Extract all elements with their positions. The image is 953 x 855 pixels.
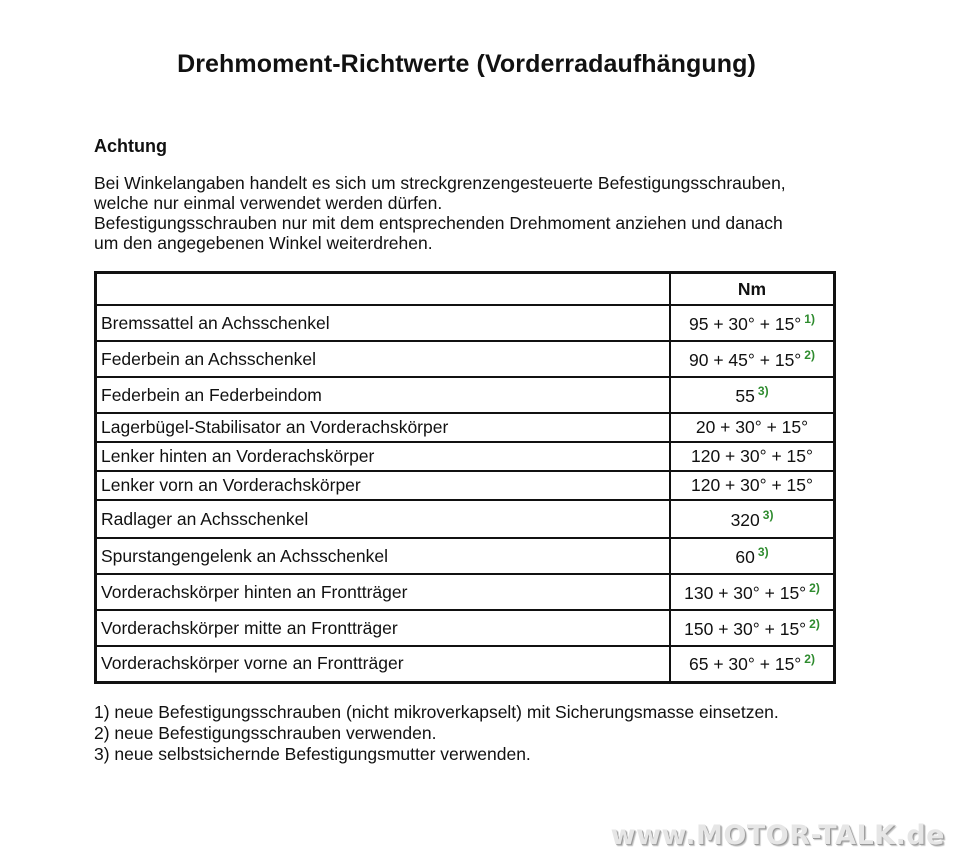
torque-value: 120 + 30° + 15° [690,475,813,495]
torque-value-cell [670,500,835,538]
table-row [96,341,835,377]
part-cell: Bremssattel an Achsschenkel [96,305,671,341]
footnote-ref: 1) [804,311,815,326]
torque-value: 60 [735,546,755,567]
part-cell: Lagerbügel-Stabilisator an Vorderachskörper [96,413,671,442]
torque-value-cell [670,646,835,682]
torque-value: 20 + 30° + 15° [695,417,809,437]
torque-value: 130 + 30° + 15° [684,582,807,603]
warning-heading: Achtung [94,136,167,156]
part-cell: Lenker hinten an Vorderachskörper [96,442,671,471]
part-cell: Vorderachskörper hinten an Frontträger [96,574,671,610]
torque-value-cell [670,471,835,500]
footnote: 2) neue Befestigungsschrauben verwenden. [94,723,437,743]
torque-value: 95 + 30° + 15° [689,313,802,334]
part-cell: Radlager an Achsschenkel [96,500,671,538]
torque-value-cell [670,574,835,610]
part-cell: Federbein an Achsschenkel [96,341,671,377]
warning-text [94,173,864,253]
part-cell: Vorderachskörper vorne an Frontträger [96,646,671,682]
footnote-ref: 2) [809,580,820,595]
table-row [96,471,835,500]
torque-value: 320 [730,509,760,530]
torque-value: 55 [735,385,755,406]
column-header-value: Nm [670,273,835,306]
torque-value-cell [670,305,835,341]
torque-value: 90 + 45° + 15° [689,349,802,370]
table-row [96,610,835,646]
footnote-ref: 3) [762,507,774,522]
page-title: Drehmoment-Richtwerte (Vorderradaufhängung) [177,50,756,78]
torque-value-cell [670,377,835,413]
table-row [96,538,835,574]
footnote: 1) neue Befestigungsschrauben (nicht mikroverkapselt) mit Sicherungsmasse einsetzen. [94,702,779,722]
torque-table [94,271,836,684]
warning-line: Bei Winkelangaben handelt es sich um streckgrenzengesteuerte Befestigungsschrauben, [94,173,786,193]
footnote-ref: 3) [757,383,769,398]
table-header-row [96,273,835,306]
watermark-logo: www.MOTOR-TALK.de [610,820,945,851]
torque-value: 150 + 30° + 15° [684,618,807,639]
warning-line: Befestigungsschrauben nur mit dem entsprechenden Drehmoment anziehen und danach [94,213,783,233]
torque-value: 120 + 30° + 15° [690,446,813,466]
table-row [96,646,835,682]
part-cell: Lenker vorn an Vorderachskörper [96,471,671,500]
table-row [96,305,835,341]
table-row [96,377,835,413]
table-row [96,500,835,538]
torque-value: 65 + 30° + 15° [689,654,802,675]
footnote-ref: 2) [804,652,815,667]
table-row [96,442,835,471]
warning-line: um den angegebenen Winkel weiterdrehen. [94,233,433,253]
footnote-ref: 3) [757,544,769,559]
footnote-ref: 2) [809,616,820,631]
column-header-part [96,273,671,306]
footnotes [94,702,779,765]
warning-line: welche nur einmal verwendet werden dürfen. [94,193,443,213]
table-row [96,413,835,442]
torque-value-cell [670,442,835,471]
part-cell: Spurstangengelenk an Achsschenkel [96,538,671,574]
table-body [96,305,835,682]
footnote-ref: 2) [804,347,815,362]
torque-value-cell [670,538,835,574]
torque-value-cell [670,341,835,377]
part-cell: Federbein an Federbeindom [96,377,671,413]
table-row [96,574,835,610]
torque-value-cell [670,413,835,442]
torque-value-cell [670,610,835,646]
part-cell: Vorderachskörper mitte an Frontträger [96,610,671,646]
footnote: 3) neue selbstsichernde Befestigungsmutter verwenden. [94,744,531,764]
